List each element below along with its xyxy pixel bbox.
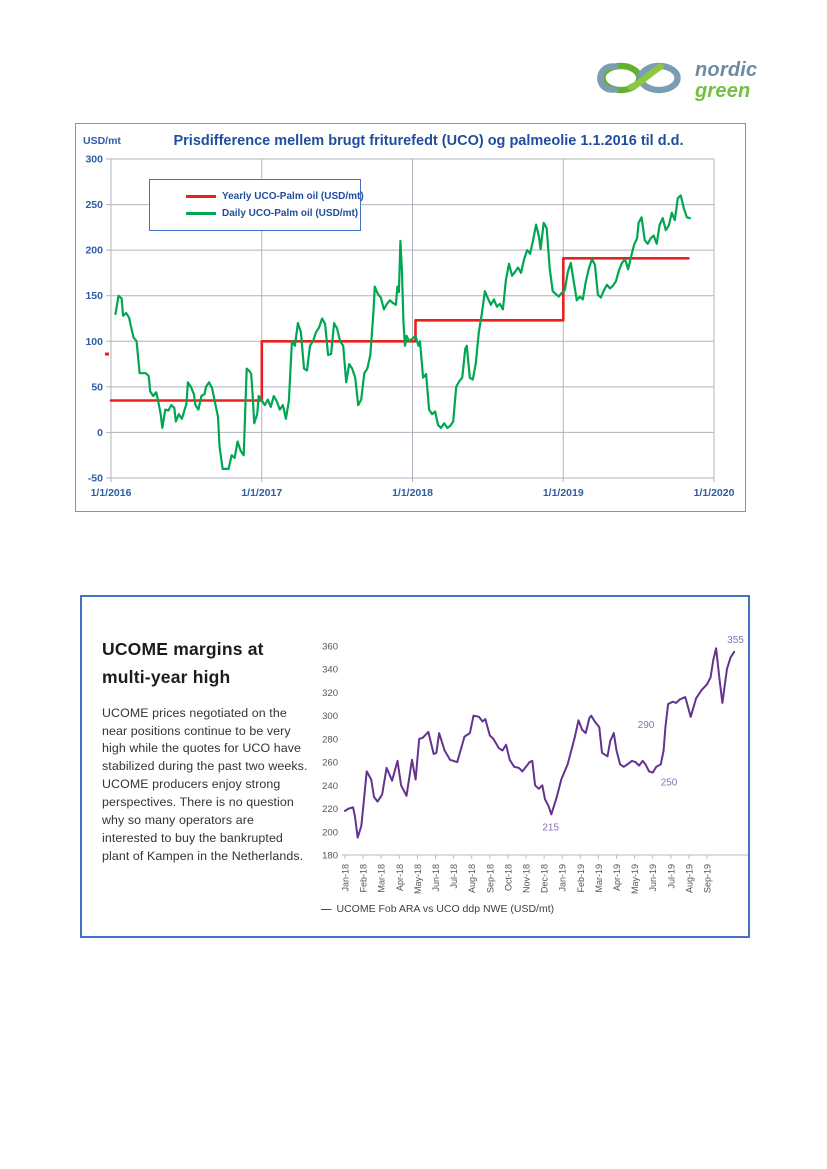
legend-label-ucome: UCOME Fob ARA vs UCO ddp NWE (USD/mt) <box>336 903 555 915</box>
legend-item-daily <box>150 208 360 219</box>
x-tick-label: Sep-19 <box>702 864 713 894</box>
ucome-heading: UCOME margins at multi-year high <box>102 639 264 688</box>
y-tick-label: 320 <box>322 687 338 699</box>
legend-label-daily: Daily UCO-Palm oil (USD/mt) <box>222 208 359 220</box>
x-tick-label: Apr-18 <box>394 864 405 892</box>
y-tick-label: 200 <box>322 827 338 839</box>
y-tick-label: 100 <box>85 335 103 348</box>
ucome-series-line <box>345 648 734 837</box>
daily-series-swatch <box>186 212 216 215</box>
y-tick-label: 300 <box>322 711 338 723</box>
x-tick-label: Aug-19 <box>684 864 695 894</box>
x-tick-label: Aug-18 <box>467 864 478 894</box>
x-tick-label: Jan-18 <box>340 864 351 892</box>
x-tick-label: Dec-18 <box>539 864 550 894</box>
y-tick-label: 360 <box>322 641 338 653</box>
x-tick-label: Jul-18 <box>449 864 460 889</box>
y-tick-label: 260 <box>322 757 338 769</box>
nordic-green-logo <box>594 50 757 111</box>
x-tick-label: May-19 <box>630 864 641 895</box>
x-tick-label: Oct-18 <box>503 864 514 892</box>
x-tick-label: 1/1/2018 <box>392 487 433 499</box>
data-label-215: 215 <box>542 822 560 834</box>
x-tick-label: Feb-18 <box>358 864 369 893</box>
daily-series-line <box>116 196 690 469</box>
y-axis-unit-label: USD/mt <box>83 135 121 147</box>
x-tick-label: 1/1/2019 <box>542 487 584 499</box>
data-label-250: 250 <box>660 777 678 789</box>
y-tick-label: 150 <box>85 290 103 303</box>
y-tick-label: 280 <box>322 734 338 746</box>
x-tick-label: Feb-19 <box>575 864 586 893</box>
x-tick-label: Jun-19 <box>648 864 659 892</box>
margin-chart-canvas <box>312 617 748 917</box>
x-tick-label: 1/1/2017 <box>241 487 283 499</box>
data-label-355: 355 <box>727 634 744 646</box>
x-tick-label: Mar-18 <box>376 864 387 893</box>
logo-wordmark <box>695 60 757 102</box>
yearly-series-swatch <box>186 195 216 198</box>
x-tick-label: Mar-19 <box>593 864 604 893</box>
y-tick-label: 200 <box>85 244 103 257</box>
x-tick-label: Nov-18 <box>521 864 532 894</box>
x-tick-label: Jul-19 <box>666 864 677 889</box>
logo-word-nordic: nordic <box>695 58 758 81</box>
x-tick-label: Sep-18 <box>485 864 496 894</box>
y-tick-label: 0 <box>97 426 103 439</box>
y-tick-label: 250 <box>85 199 103 212</box>
data-label-290: 290 <box>637 719 655 731</box>
chart1-title: Prisdifference mellem brugt friturefedt (UCO) og palmeolie 1.1.2016 til d.d. <box>173 133 684 149</box>
x-tick-label: Jan-19 <box>557 864 568 892</box>
ucome-body-text: UCOME prices negotiated on the near positions continue to be very high while the quotes for UCO have stabilized during the past two weeks. UCOME producers enjoy strong perspectives. There is no question why so many operators are interested to buy the bankrupted plant of Kampen in the Netherlands. <box>102 705 308 863</box>
y-tick-label: 300 <box>85 153 103 166</box>
y-tick-label: 240 <box>322 780 338 792</box>
ucome-text-column <box>102 635 311 865</box>
legend-item-yearly <box>150 190 364 202</box>
y-tick-label: 220 <box>322 804 338 816</box>
legend-label-yearly: Yearly UCO-Palm oil (USD/mt) <box>222 190 364 202</box>
y-tick-label: -50 <box>87 472 103 485</box>
x-tick-label: 1/1/2020 <box>693 487 735 499</box>
logo-word-green: green <box>695 79 751 102</box>
infinity-icon <box>594 50 686 111</box>
x-tick-label: 1/1/2016 <box>90 487 132 499</box>
legend-dash-icon: — <box>321 903 332 915</box>
ucome-margins-panel <box>80 595 750 938</box>
chart2-legend <box>321 903 554 915</box>
x-tick-label: May-18 <box>412 864 423 895</box>
chart1-legend <box>149 179 364 231</box>
y-tick-label: 180 <box>322 850 338 862</box>
x-tick-label: Jun-18 <box>431 864 441 892</box>
x-tick-label: Apr-19 <box>612 864 622 892</box>
y-tick-label: 50 <box>91 381 103 394</box>
y-tick-label: 340 <box>322 664 338 676</box>
price-difference-chart <box>75 123 746 512</box>
